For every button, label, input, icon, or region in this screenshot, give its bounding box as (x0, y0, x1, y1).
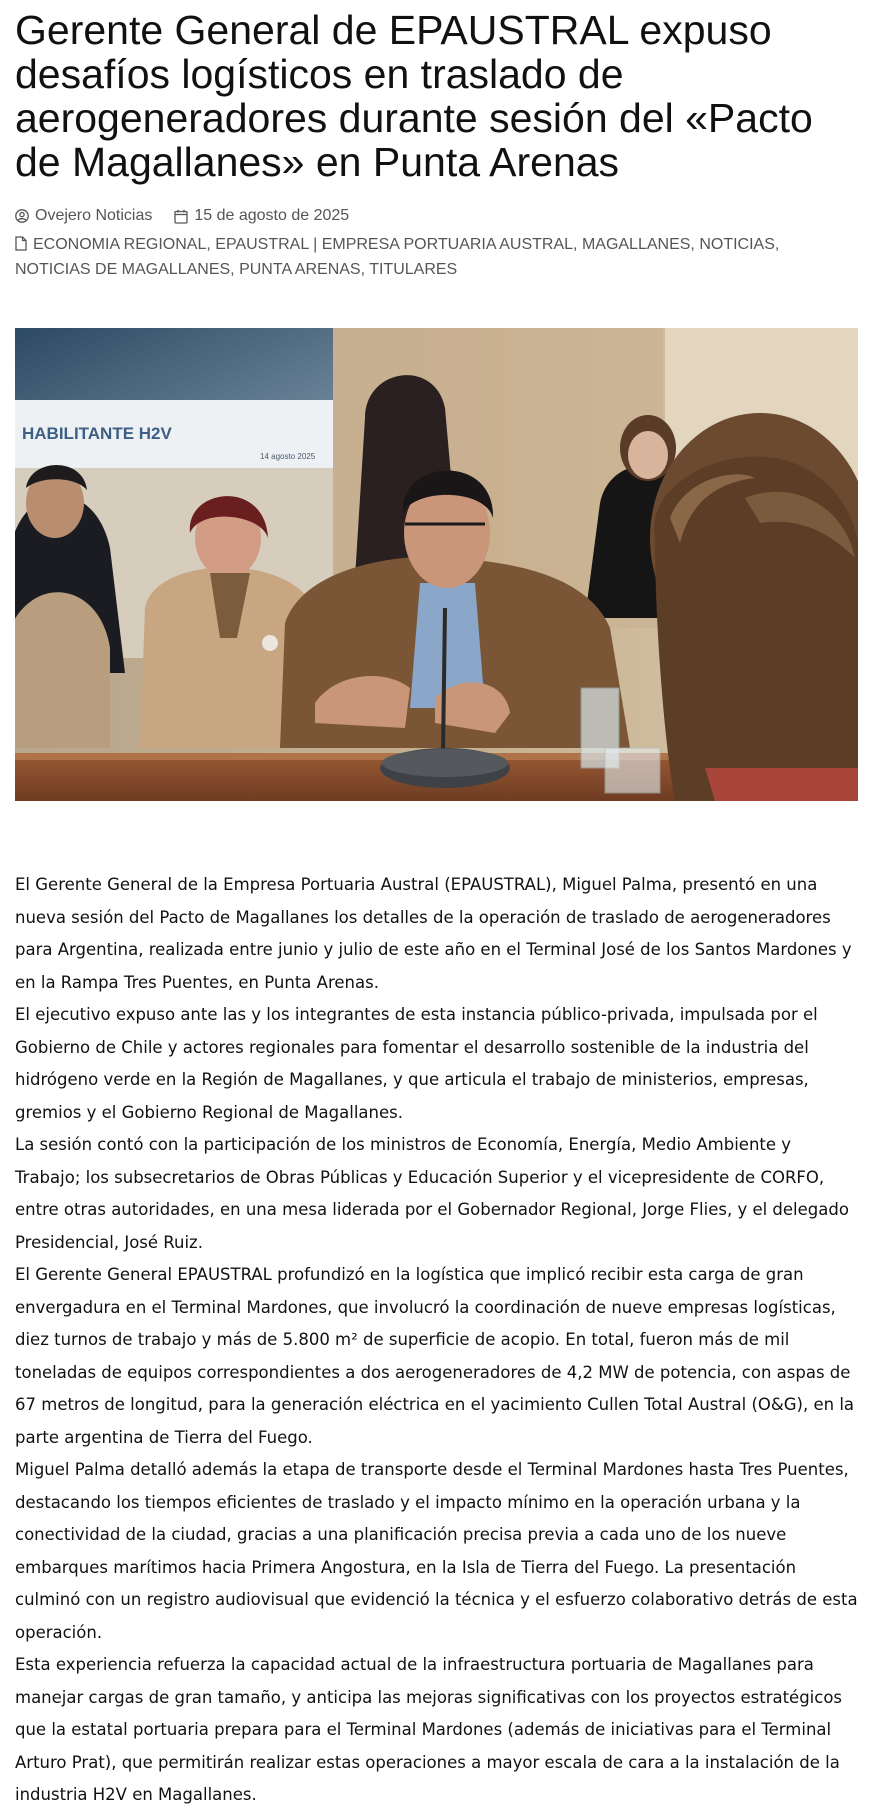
author-meta[interactable] (15, 207, 152, 225)
category-link[interactable]: PUNTA ARENAS (239, 261, 361, 278)
article-paragraph: El ejecutivo expuso ante las y los integrantes de esta instancia público-privada, impulsada por el Gobierno de Chile y actores regionales para fomentar el desarrollo sostenible de la industria del hidrógeno verde en la Región de Magallanes, y que articula el trabajo de ministerios, empresas, gremios y el Gobierno Regional de Magallanes. (15, 1005, 818, 1122)
meeting-photo (15, 328, 858, 801)
category-separator: , (774, 236, 780, 253)
screen-date: 14 agosto 2025 (260, 452, 316, 461)
date-meta (174, 207, 349, 225)
article-paragraph: El Gerente General EPAUSTRAL profundizó en la logística que implicó recibir esta carga de gran envergadura en el Terminal Mardones, que involucró la coordinación de nueve empresas logísticas, diez turnos de trabajo y más de 5.800 m² de superficie de acopio. En total, fueron más de mil toneladas de equipos correspondientes a dos aerogeneradores de 4,2 MW de potencia, con aspas de 67 metros de longitud, para la generación eléctrica en el yacimiento Cullen Total Austral (O&G), en la parte argentina de Tierra del Fuego. (15, 1265, 855, 1447)
featured-image (15, 328, 858, 801)
category-separator: , (206, 236, 211, 253)
category-link[interactable]: EPAUSTRAL | EMPRESA PORTUARIA AUSTRAL (215, 236, 574, 253)
category-link[interactable]: NOTICIAS (699, 236, 775, 253)
article-page (15, 0, 858, 1804)
document-icon (15, 236, 27, 251)
category-link[interactable]: NOTICIAS DE MAGALLANES (15, 261, 231, 278)
article-paragraph: Esta experiencia refuerza la capacidad actual de la infraestructura portuaria de Magallanes para manejar cargas de gran tamaño, y anticipa las mejoras significativas con los proyectos estratégicos que la estatal portuaria prepara para el Terminal Mardones (además de iniciativas para el Terminal Arturo Prat), que permitirán realizar estas operaciones a mayor escala de cara a la instalación de la industria H2V en Magallanes. (15, 1655, 843, 1804)
category-separator: , (690, 236, 695, 253)
user-circle-icon (15, 209, 29, 223)
article-title: Gerente General de EPAUSTRAL expuso desafíos logísticos en traslado de aerogeneradores durante sesión del «Pacto de Magallanes» en Punta Arenas (15, 7, 813, 185)
calendar-icon (174, 209, 188, 224)
category-list (15, 232, 858, 282)
category-separator: , (360, 261, 366, 278)
category-link[interactable]: MAGALLANES (581, 236, 691, 253)
post-meta (15, 205, 858, 282)
article-paragraph: El Gerente General de la Empresa Portuaria Austral (EPAUSTRAL), Miguel Palma, presentó en una nueva sesión del Pacto de Magallanes los detalles de la operación de traslado de aerogeneradores para Argentina, realizada entre junio y julio de este año en el Terminal José de los Santos Mardones y en la Rampa Tres Puentes, en Punta Arenas. (15, 875, 852, 992)
category-separator: , (230, 261, 235, 278)
author-name[interactable]: Ovejero Noticias (35, 207, 153, 224)
article-paragraph: La sesión contó con la participación de los ministros de Economía, Energía, Medio Ambiente y Trabajo; los subsecretarios de Obras Públicas y Educación Superior y el vicepresidente de CORFO, entre otras autoridades, en una mesa liderada por el Gobernador Regional, Jorge Flies, y el delegado Presidencial, José Ruiz. (15, 1135, 849, 1252)
category-link[interactable]: TITULARES (369, 261, 458, 278)
screen-title: HABILITANTE H2V (22, 424, 172, 443)
category-link[interactable]: ECONOMIA REGIONAL (33, 236, 207, 253)
category-separator: , (573, 236, 578, 253)
article-paragraph: Miguel Palma detalló además la etapa de transporte desde el Terminal Mardones hasta Tres Puentes, destacando los tiempos eficientes de traslado y el impacto mínimo en la operación urbana y la conectividad de la ciudad, gracias a una planificación precisa previa a cada uno de los nueve embarques marítimos hacia Primera Angostura, en la Isla de Tierra del Fuego. La presentación culminó con un registro audiovisual que evidenció la técnica y el esfuerzo colaborativo detrás de esta operación. (15, 1460, 858, 1642)
article-body (15, 869, 858, 1812)
post-date: 15 de agosto de 2025 (194, 207, 350, 224)
